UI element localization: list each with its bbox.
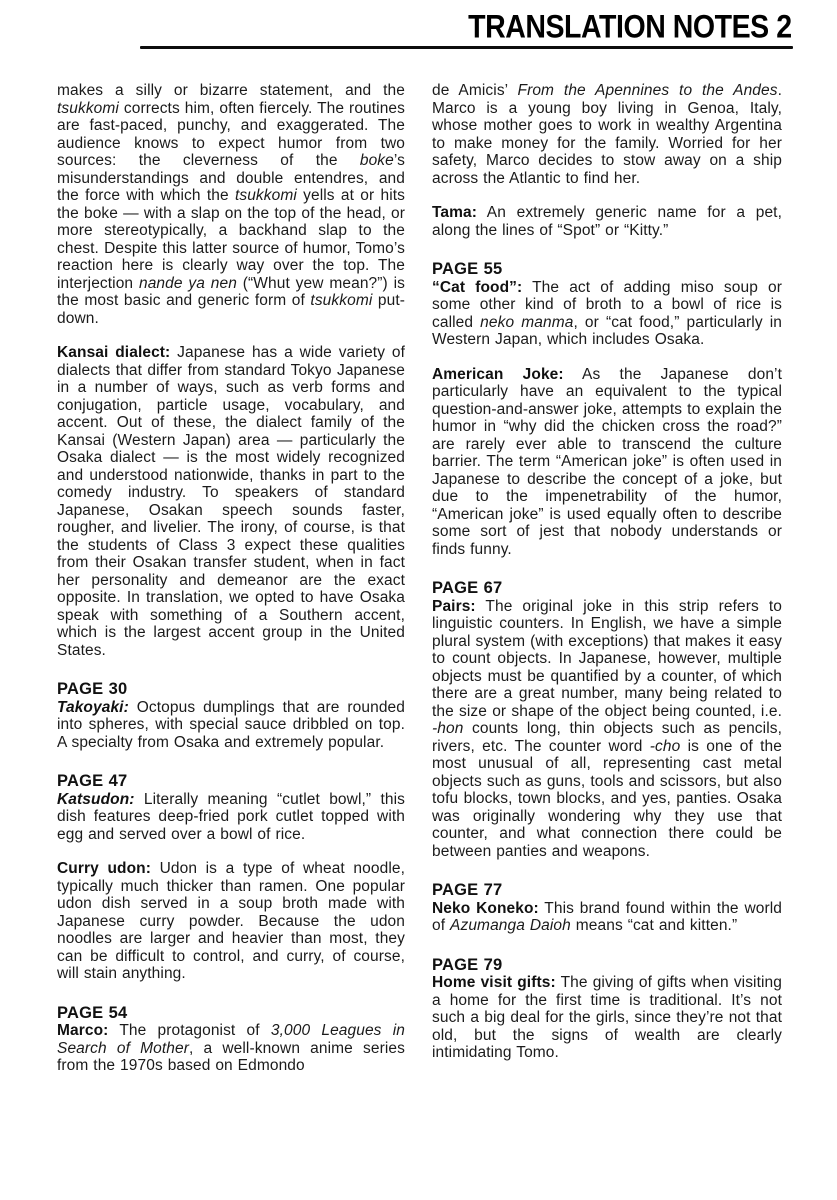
text-segment: ’s misunderstandings and double entendres, and the force with which the <box>57 152 405 204</box>
text-segment: Japanese has a wide variety of dialects that differ from standard Tokyo Japanese in a number of ways, such as verb forms and conjugation, particle usage, vocabulary, and accent. Out of these, the dialect family of the Kansai (Western Japan) area — particularly the Osaka dialect — is the most widely recognized and understood nationwide, thanks in part to the comedy industry. To speakers of standard Japanese, Osakan speech sounds faster, rougher, and livelier. The irony, of course, is that the students of Class 3 expect these qualities from their Osakan transfer student, when in fact her personality and demeanor are the exact opposite. In translation, we opted to have Osaka speak with something of a Southern accent, which is the largest accent group in the United States. <box>57 344 405 659</box>
notes-columns <box>0 49 837 1075</box>
text-segment: nande ya nen <box>138 274 237 292</box>
text-segment: Tama: <box>432 204 478 221</box>
note-paragraph <box>57 344 405 659</box>
text-segment: An extremely generic name for a pet, along the lines of “Spot” or “Kitty.” <box>432 204 782 239</box>
text-segment: Curry udon: <box>57 860 151 877</box>
text-segment: , a well-known anime series from the 1970s based on Edmondo <box>57 1039 405 1074</box>
right-column <box>432 82 782 1062</box>
note-paragraph <box>57 860 405 983</box>
text-segment: The giving of gifts when visiting a home for the first time is traditional. It’s not such a big deal for the girls, since they’re not that old, but the signs of wealth are clearly intimidating Tomo. <box>432 974 782 1061</box>
note-paragraph <box>432 279 782 349</box>
text-segment: makes a silly or bizarre statement, and the <box>57 82 405 99</box>
note-paragraph <box>432 974 782 1062</box>
page-heading: PAGE 77 <box>432 881 503 899</box>
text-segment: (“Whut yew mean?”) is the most basic and generic form of <box>57 274 405 309</box>
text-segment: Kansai dialect: <box>57 344 171 361</box>
text-segment: Neko Koneko: <box>432 899 539 917</box>
page-heading: PAGE 54 <box>57 1003 128 1022</box>
note-paragraph <box>432 82 782 187</box>
page-header <box>0 0 837 49</box>
text-segment: American Joke: <box>432 365 564 383</box>
text-segment: Marco: <box>57 1022 109 1039</box>
text-segment: tsukkomi <box>310 292 373 309</box>
page-heading: PAGE 55 <box>432 260 503 278</box>
page-heading: PAGE 47 <box>57 772 128 790</box>
page-title <box>0 7 837 45</box>
text-segment: As the Japanese don’t particularly have an equivalent to the typical question-and-answer joke, attempts to explain the humor in “why did the chicken cross the road?” are rarely ever able to transcend the culture barrier. The term “American joke” is often used in Japanese to describe the concept of a joke, but due to the impenetrability of the humor, “American joke” is used equally often to describe some sort of jest that nobody understands or finds funny. <box>432 365 782 558</box>
text-segment: Literally meaning “cutlet bowl,” this dish features deep-fried pork cutlet topped with egg and served over a bowl of rice. <box>57 790 405 843</box>
text-segment: The original joke in this strip refers to linguistic counters. In English, we have a simple plural system (with exceptions) that makes it easy to count objects. In Japanese, however, multiple objects must be quantified by a counter, of which there are a great number, many being related to the size or shape of the object being counted, i.e. <box>432 597 782 720</box>
text-segment: Home visit gifts: <box>432 974 556 991</box>
note-paragraph <box>57 82 405 327</box>
note-paragraph <box>432 204 782 239</box>
page-heading: PAGE 67 <box>432 579 503 597</box>
text-segment: neko manma <box>480 313 574 331</box>
text-segment: corrects him, often fiercely. The routines are fast-paced, punchy, and exaggerated. The audience knows to expect humor from two sources: the cleverness of the <box>57 99 405 169</box>
note-paragraph <box>432 900 782 935</box>
page-title-text: TRANSLATION NOTES 2 <box>468 7 792 45</box>
text-segment: counts long, thin objects such as pencils, rivers, etc. The counter word <box>432 720 782 755</box>
note-paragraph <box>57 791 405 844</box>
text-segment: Takoyaki: <box>57 698 129 716</box>
text-segment: The protagonist of <box>108 1022 271 1039</box>
text-segment: yells at or hits the boke — with a slap on the top of the head, or more stereotypically, a backhand slap to the chest. Despite this latter source of humor, Tomo’s reaction here is clearly way over the top. The interjection <box>57 187 406 292</box>
text-segment: Udon is a type of wheat noodle, typically much thicker than ramen. One popular udon dish served in a soup broth made with Japanese curry powder. Because the udon noodles are larger and heavier than most, they can be difficult to control, and curry, of course, will stain anything. <box>57 860 405 982</box>
text-segment: Octopus dumplings that are rounded into spheres, with special sauce dribbled on top. A specialty from Osaka and extremely popular. <box>57 698 405 751</box>
text-segment: means “cat and kitten.” <box>570 917 738 934</box>
note-paragraph <box>57 1022 405 1075</box>
text-segment: This brand found within the world of <box>432 899 782 934</box>
text-segment: tsukkomi <box>57 99 119 117</box>
text-segment: Azumanga Daioh <box>450 917 571 934</box>
text-segment: The act of adding miso soup or some other kind of broth to a bowl of rice is called <box>432 278 782 331</box>
text-segment: put-down. <box>57 292 406 327</box>
text-segment: “Cat food”: <box>432 278 523 296</box>
note-paragraph <box>57 699 405 752</box>
text-segment: Pairs: <box>432 597 476 615</box>
text-segment: 3,000 Leagues in Search of Mother <box>57 1022 405 1057</box>
text-segment: Katsudon: <box>57 790 135 808</box>
page-heading: PAGE 30 <box>57 680 128 698</box>
text-segment: de Amicis’ <box>432 82 518 99</box>
text-segment: -cho <box>649 737 681 755</box>
page-heading: PAGE 79 <box>432 955 503 974</box>
text-segment: boke <box>359 152 394 169</box>
note-paragraph <box>432 598 782 861</box>
text-segment: , or “cat food,” particularly in Western Japan, which includes Osaka. <box>432 313 782 348</box>
text-segment: From the Apennines to the Andes <box>517 82 778 99</box>
text-segment: tsukkomi <box>234 187 297 204</box>
note-paragraph <box>432 366 782 559</box>
left-column <box>57 82 405 1075</box>
text-segment: . Marco is a young boy living in Genoa, Italy, whose mother goes to work in wealthy Argentina to make money for the family. Worried for her safety, Marco decides to stow away on a ship across the Atlantic to find her. <box>432 82 782 187</box>
text-segment: is one of the most unusual of all, representing cast metal objects such as guns, tools and scissors, but also tofu blocks, town blocks, and yes, panties. Osaka was originally wondering why they use that counter, and what connection there could be between panties and weapons. <box>432 737 782 860</box>
text-segment: -hon <box>432 720 464 737</box>
